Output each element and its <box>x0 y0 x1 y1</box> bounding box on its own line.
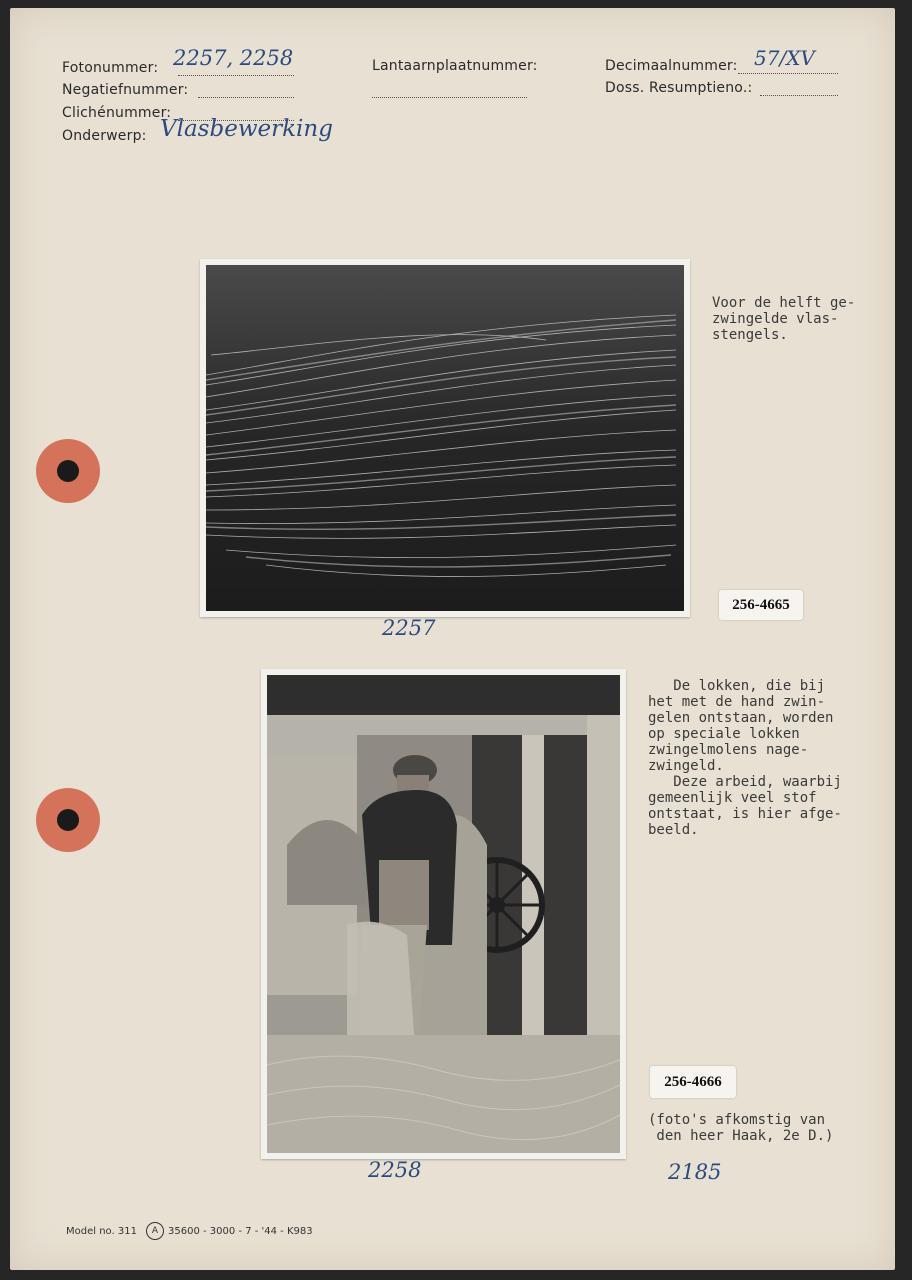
archive-card <box>10 8 895 1270</box>
dossier-line <box>760 94 838 96</box>
negatiefnummer-label: Negatiefnummer: <box>62 82 189 98</box>
decimaalnummer-value: 57/XV <box>754 46 815 70</box>
photo-number-2258: 2258 <box>368 1158 422 1182</box>
caption-photo-2: De lokken, die bij het met de hand zwin- gelen ontstaan, worden op speciale lokken zwingelmolens nage- zwingeld. Deze arbeid, waarbij gemeenlijk veel stof ontstaat, is hier afge- beeld. <box>648 678 842 838</box>
lantaarnplaatnummer-label: Lantaarnplaatnummer: <box>372 58 538 74</box>
photo-flax-fibres <box>200 259 690 617</box>
onderwerp-value: Vlasbewerking <box>160 116 333 142</box>
lantaarnplaatnummer-line <box>372 96 527 98</box>
scutching-worker-image <box>267 675 620 1153</box>
dossier-label: Doss. Resumptieno.: <box>605 80 753 96</box>
photo-number-2257: 2257 <box>382 616 436 640</box>
punch-hole-top <box>36 439 100 503</box>
decimaalnummer-line <box>738 72 838 74</box>
caption-photo-1: Voor de helft ge- zwingelde vlas- stengels. <box>712 295 856 343</box>
punch-hole-bottom <box>36 788 100 852</box>
model-number: Model no. 311 <box>66 1226 137 1237</box>
fotonummer-line <box>178 74 294 76</box>
inventory-sticker-1: 256-4665 <box>719 590 803 620</box>
inventory-sticker-2: 256-4666 <box>650 1066 736 1098</box>
photo-scutching-worker <box>261 669 626 1159</box>
source-note: (foto's afkomstig van den heer Haak, 2e D.) <box>648 1112 834 1144</box>
onderwerp-label: Onderwerp: <box>62 128 147 144</box>
negatiefnummer-line <box>198 96 294 98</box>
decimaalnummer-label: Decimaalnummer: <box>605 58 738 74</box>
print-code: 35600 - 3000 - 7 - '44 - K983 <box>168 1226 313 1237</box>
extra-number: 2185 <box>668 1160 722 1184</box>
fotonummer-label: Fotonummer: <box>62 60 159 76</box>
flax-fibres-image <box>206 265 684 611</box>
fotonummer-value: 2257, 2258 <box>173 46 294 70</box>
clichenummer-label: Clichénummer: <box>62 105 172 121</box>
publisher-stamp: A <box>146 1222 164 1240</box>
